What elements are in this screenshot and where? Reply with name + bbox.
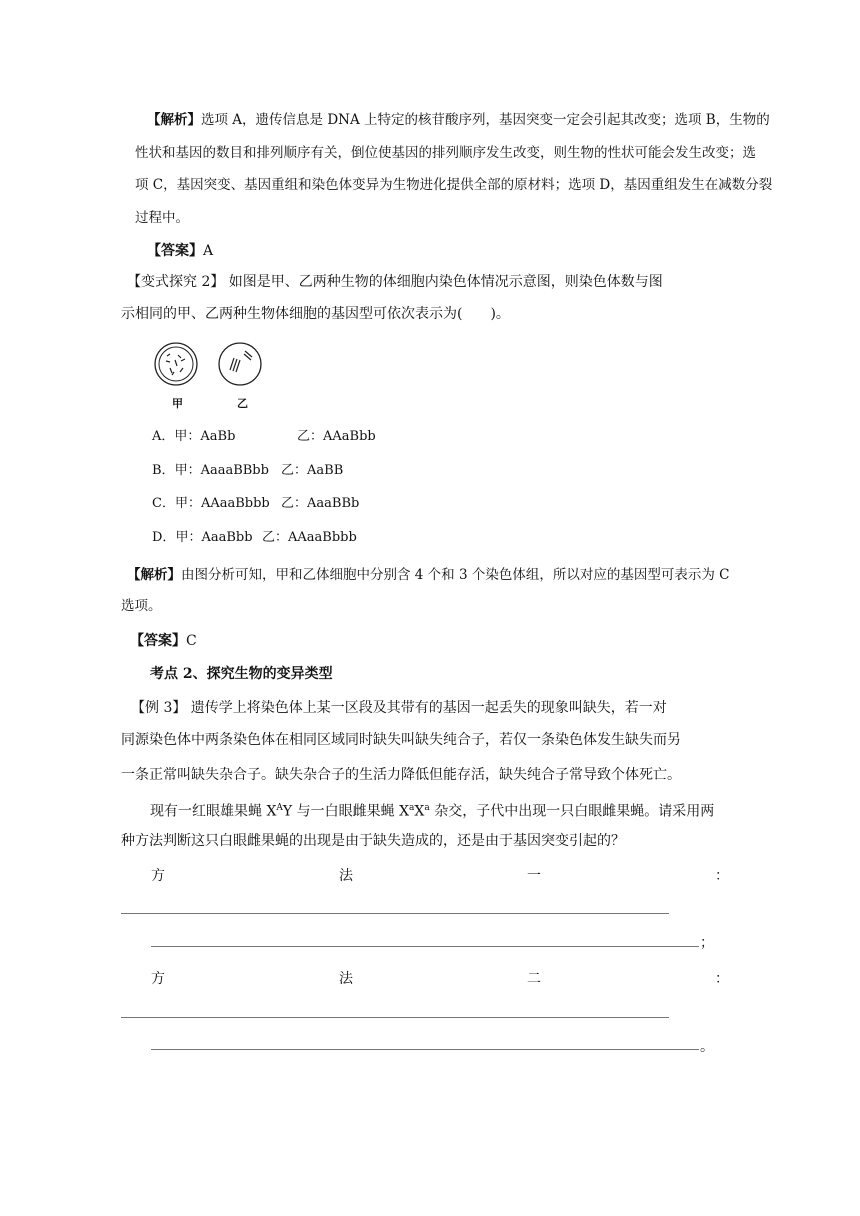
figure-label-yi: 乙 (237, 397, 248, 410)
section-heading: 考点 2、探究生物的变异类型 (150, 666, 333, 682)
analysis-1-line-4: 过程中。 (135, 210, 189, 226)
option-letter: B． (152, 463, 175, 478)
method-2-end-mark: 。 (700, 1039, 714, 1055)
example-3-line-3: 一条正常叫缺失杂合子。缺失杂合子的生活力降低但能存活，缺失纯合子常导致个体死亡。 (121, 767, 681, 783)
chromosome-figure (150, 340, 270, 390)
method-char: 法 (339, 868, 353, 884)
method-char: 一 (527, 868, 541, 884)
method-char: 方 (151, 868, 165, 884)
analysis-text: 选项 A，遗传信息是 DNA 上特定的核苷酸序列，基因突变一定会引起其改变；选项 B，生物的 (201, 112, 770, 128)
method-char: 二 (527, 971, 541, 987)
option-letter: D． (152, 530, 176, 545)
variant-2-line-2: 示相同的甲、乙两种生物体细胞的基因型可依次表示为( )。 (121, 306, 510, 322)
answer-value: C (186, 633, 197, 649)
option-jia: 甲：AaaaBBbb (174, 463, 269, 478)
option-yi: 乙：AAaaBbbb (262, 530, 357, 545)
answer-blank-line[interactable] (121, 913, 669, 914)
method-2-heading (151, 969, 729, 989)
method-1-end-mark: ； (700, 935, 714, 951)
method-char: ： (715, 971, 729, 987)
answer-1 (147, 241, 213, 261)
cell-jia-diagram (155, 343, 197, 385)
answer-2 (130, 631, 197, 651)
example-3-line-4 (150, 798, 714, 822)
method-char: 方 (151, 971, 165, 987)
method-char: ： (715, 868, 729, 884)
superscript: A (276, 803, 283, 813)
option-letter: C． (152, 496, 175, 511)
option-jia: 甲：AAaaBbbb (174, 496, 270, 511)
option-yi: 乙：AAaBbb (297, 429, 376, 444)
answer-blank-line[interactable] (151, 946, 699, 947)
example-3-line-1 (131, 698, 667, 718)
analysis-2-line-2: 选项。 (121, 598, 162, 614)
superscript: a (424, 803, 430, 813)
variant-text: 如图是甲、乙两种生物的体细胞内染色体情况示意图，则染色体数与图 (224, 274, 663, 290)
variant-label: 【变式探究 2】 (127, 274, 225, 290)
example-text: 遗传学上将染色体上某一区段及其带有的基因一起丢失的现象叫缺失，若一对 (186, 700, 667, 716)
analysis-1-line-2: 性状和基因的数目和排列顺序有关，倒位使基因的排列顺序发生改变，则生物的性状可能会发生改变；选 (135, 145, 756, 161)
analysis-text: 由图分析可知，甲和乙体细胞中分别含 4 个和 3 个染色体组，所以对应的基因型可表示为 C (181, 567, 730, 583)
analysis-2-line-1 (127, 565, 729, 585)
example-3-line-5: 种方法判断这只白眼雌果蝇的出现是由于缺失造成的，还是由于基因突变引起的？ (121, 833, 625, 849)
cell-yi-diagram (219, 343, 261, 385)
option-yi: 乙：AaBB (281, 463, 344, 478)
variant-2-line-1 (127, 272, 663, 292)
answer-blank-line[interactable] (151, 1049, 699, 1050)
option-d (152, 528, 357, 548)
example-text: X (414, 803, 425, 820)
analysis-label: 【解析】 (127, 567, 181, 583)
answer-blank-line[interactable] (121, 1017, 669, 1018)
option-b (152, 461, 344, 481)
superscript: a (409, 803, 415, 813)
example-text: 杂交，子代中出现一只白眼雌果蝇。请采用两 (429, 803, 715, 820)
example-3-line-2: 同源染色体中两条染色体在相同区域同时缺失叫缺失纯合子，若仅一条染色体发生缺失而另 (121, 732, 681, 748)
example-label: 【例 3】 (131, 700, 187, 716)
figure-label-jia: 甲 (172, 397, 183, 410)
analysis-label: 【解析】 (147, 112, 201, 128)
analysis-1-line-1 (147, 110, 770, 130)
answer-label: 【答案】 (130, 633, 186, 649)
option-jia: 甲：AaaBbb (175, 530, 253, 545)
example-text: 现有一红眼雄果蝇 X (150, 803, 277, 820)
option-a (152, 427, 376, 447)
option-jia: 甲：AaBb (174, 429, 236, 444)
option-yi: 乙：AaaBBb (281, 496, 360, 511)
method-1-heading (151, 866, 729, 886)
example-text: Y 与一白眼雌果蝇 X (282, 803, 410, 820)
analysis-1-line-3: 项 C，基因突变、基因重组和染色体变异为生物进化提供全部的原材料；选项 D，基因重组发生在减数分裂 (135, 177, 773, 193)
option-letter: A． (152, 429, 175, 444)
option-c (152, 494, 360, 514)
answer-value: A (203, 243, 214, 259)
answer-label: 【答案】 (147, 243, 203, 259)
method-char: 法 (339, 971, 353, 987)
